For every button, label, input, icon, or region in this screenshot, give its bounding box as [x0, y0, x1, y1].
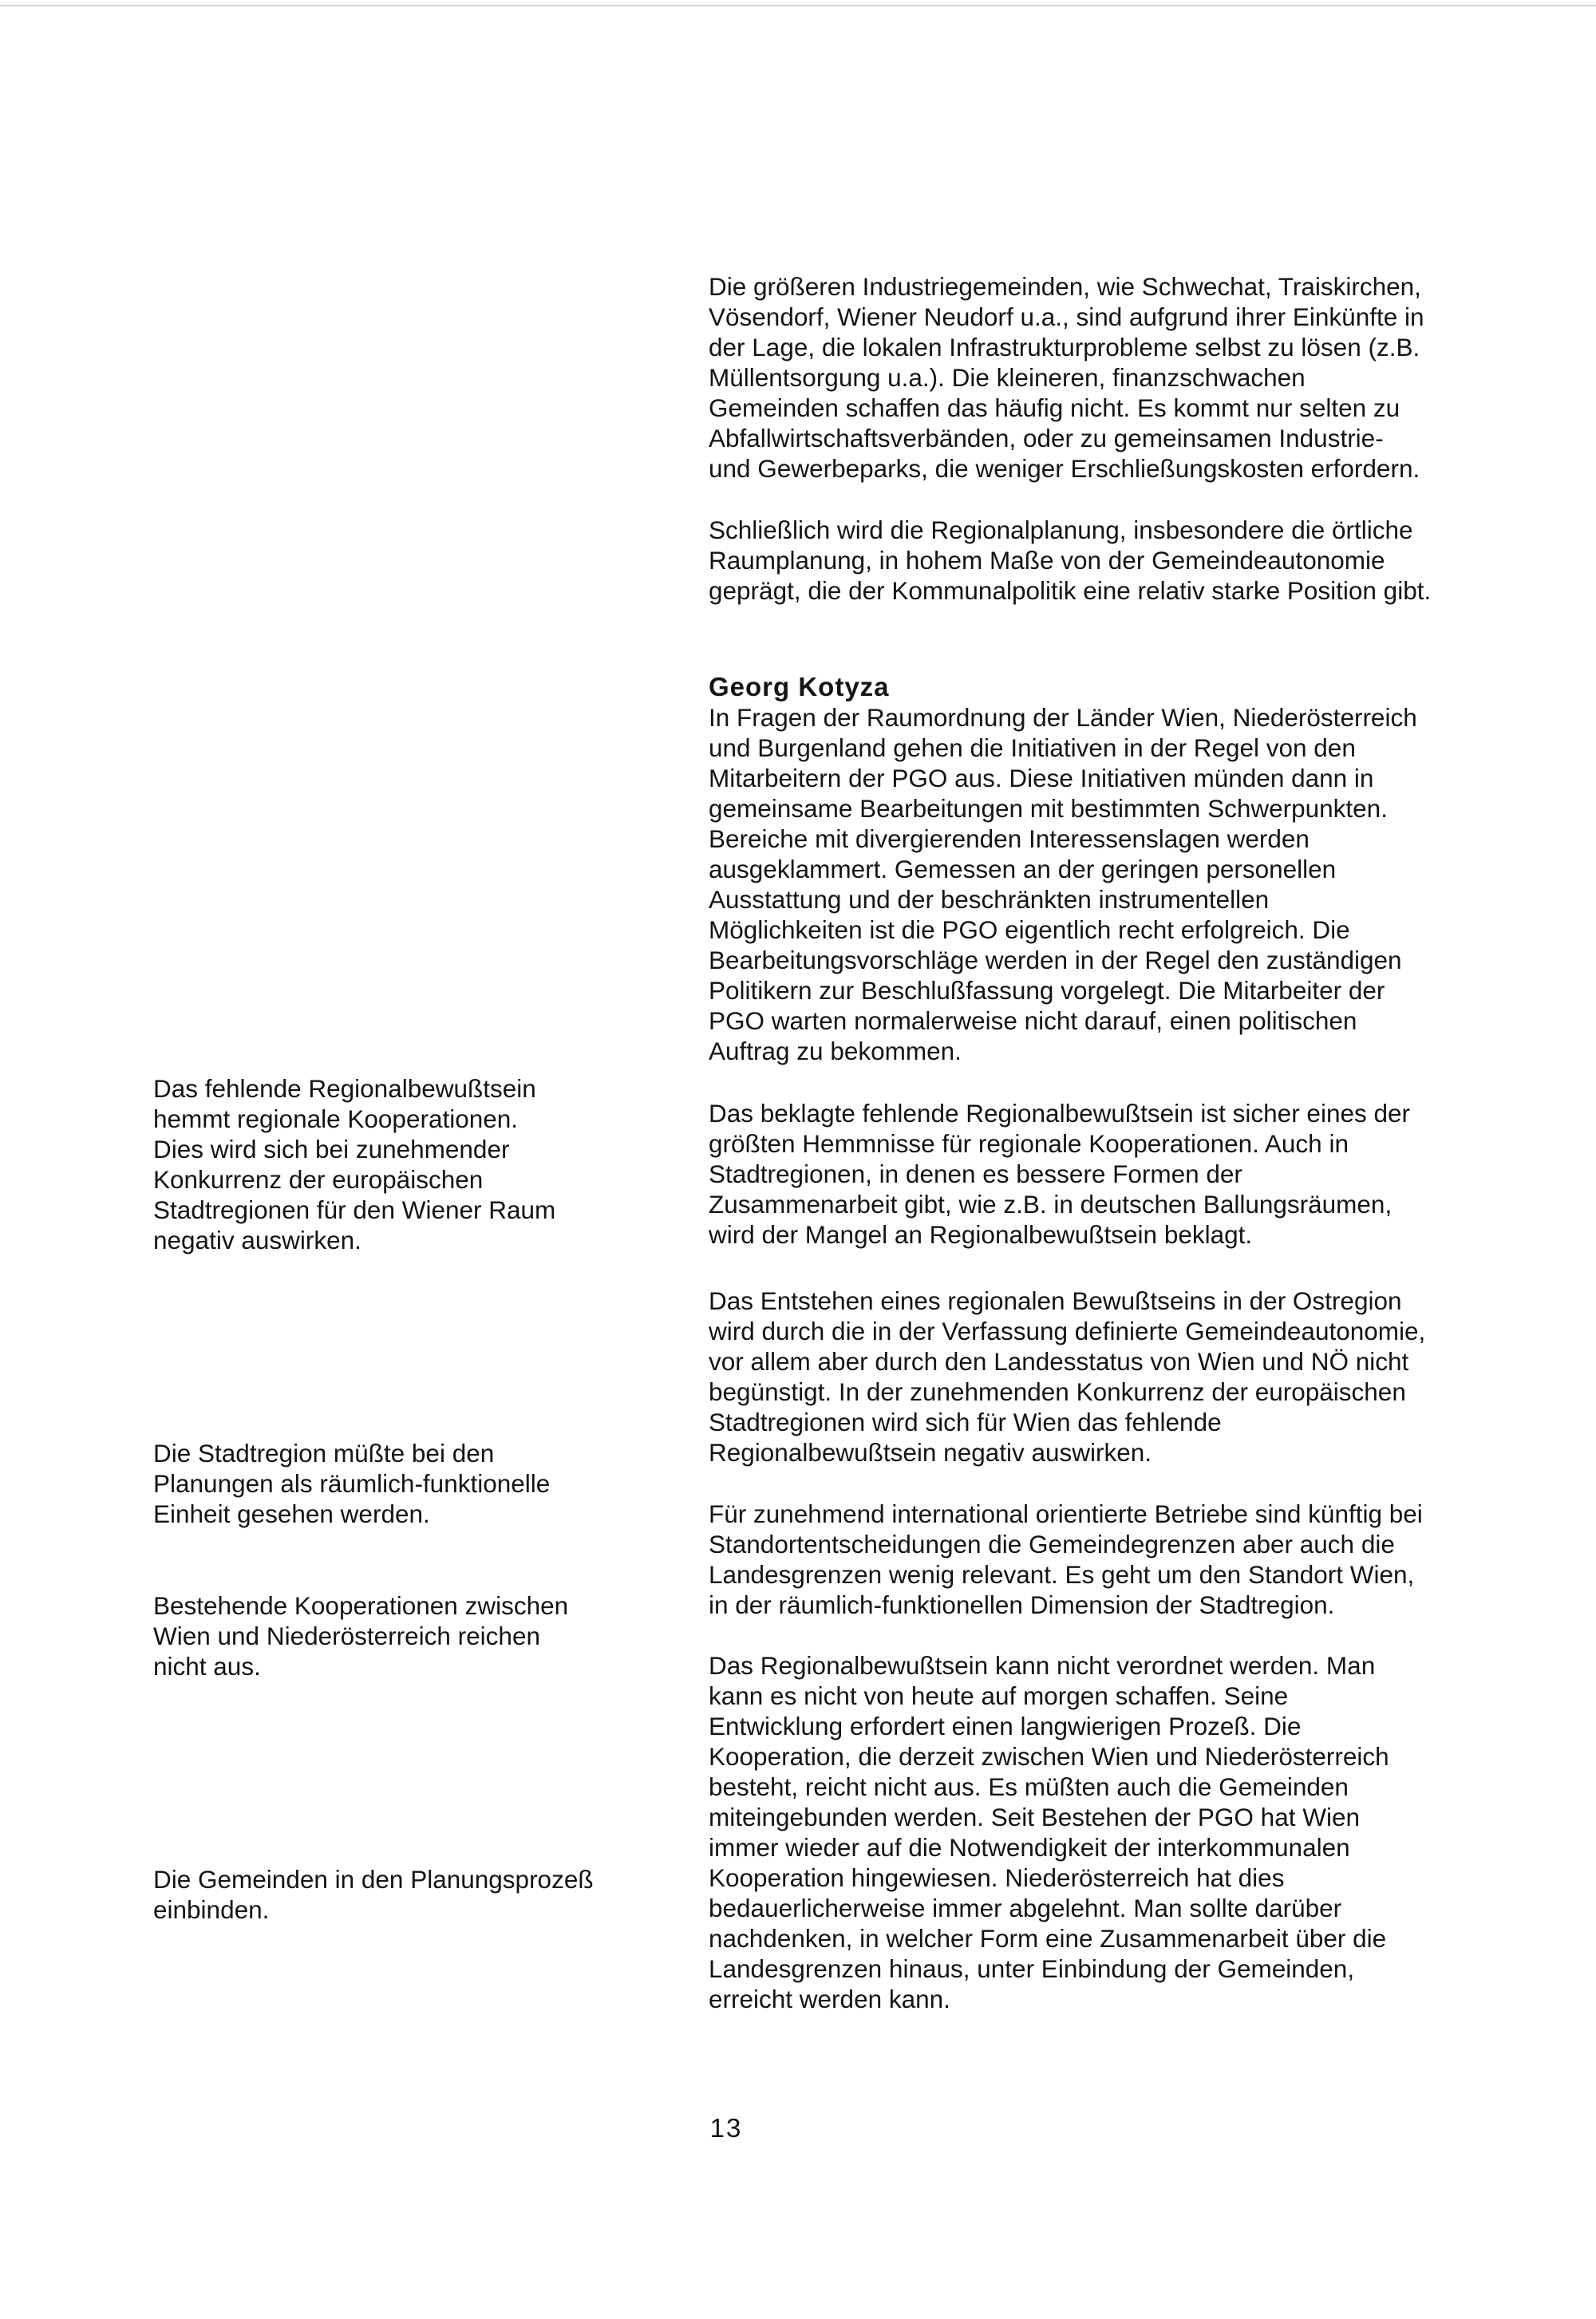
main-paragraph-3	[709, 1286, 1523, 1468]
paragraph-text: Für zunehmend international orientierte Betriebe sind künftig bei Standortentscheidungen die Gemeindegrenzen aber auch die Landesgrenzen wenig relevant. Es geht um den Standort Wien, in der räumlich-funktionellen Dimension der Stadtregion.	[709, 1499, 1423, 1619]
paragraph-text: Das Entstehen eines regionalen Bewußtseins in der Ostregion wird durch die in der Verfassung definierte Gemeindeautonomie, vor allem aber durch den Landesstatus von Wien und NÖ nicht begünstigt. In der zunehmenden Konkurrenz der europäischen Stadtregionen wird sich für Wien das fehlende Regionalbewußtsein negativ auswirken.	[709, 1286, 1426, 1467]
author-name: Georg Kotyza	[709, 672, 890, 701]
paragraph-text: Schließlich wird die Regionalplanung, insbesondere die örtliche Raumplanung, in hohem Maße von der Gemeindeautonomie geprägt, die der Kommunalpolitik eine relativ starke Position gibt.	[709, 516, 1432, 605]
paragraph-text: Die größeren Industriegemeinden, wie Schwechat, Traiskirchen, Vösendorf, Wiener Neudorf u.a., sind aufgrund ihrer Einkünfte in der Lage, die lokalen Infrastrukturprobleme selbst zu lösen (z.B. Müllentsorgung u.a.). Die kleineren, finanzschwachen Gemeinden schaffen das häufig nicht. Es kommt nur selten zu Abfallwirtschaftsverbänden, oder zu gemeinsamen Industrie- und Gewerbeparks, die weniger Erschließungskosten erfordern.	[709, 272, 1424, 483]
paragraph-text: In Fragen der Raumordnung der Länder Wien, Niederösterreich und Burgenland gehen die Initiativen in der Regel von den Mitarbeitern der PGO aus. Diese Initiativen münden dann in gemeinsame Bearbeitungen mit bestimmten Schwerpunkten. Bereiche mit divergierenden Interessenslagen werden ausgeklammert. Gemessen an der geringen personellen Ausstattung und der beschränkten instrumentellen Möglichkeiten ist die PGO eigentlich recht erfolgreich. Die Bearbeitungsvorschläge werden in der Regel den zuständigen Politikern zur Beschlußfassung vorgelegt. Die Mitarbeiter der PGO warten normalerweise nicht darauf, einen politischen Auftrag zu bekommen.	[709, 703, 1417, 1065]
margin-note-4	[153, 1864, 664, 1925]
main-paragraph-4	[709, 1499, 1523, 1620]
margin-note-1	[153, 1073, 664, 1255]
margin-note-text: Das fehlende Regionalbewußtsein hemmt regionale Kooperationen. Dies wird sich bei zunehmender Konkurrenz der europäischen Stadtregionen für den Wiener Raum negativ auswirken.	[153, 1074, 556, 1254]
main-paragraph-5	[709, 1650, 1523, 2014]
margin-note-text: Die Gemeinden in den Planungsprozeß einbinden.	[153, 1865, 594, 1924]
paragraph-text: Das Regionalbewußtsein kann nicht verordnet werden. Man kann es nicht von heute auf morgen schaffen. Seine Entwicklung erfordert einen langwierigen Prozeß. Die Kooperation, die derzeit zwischen Wien und Niederösterreich besteht, reicht nicht aus. Es müßten auch die Gemeinden miteingebunden werden. Seit Bestehen der PGO hat Wien immer wieder auf die Notwendigkeit der interkommunalen Kooperation hingewiesen. Niederösterreich hat dies bedauerlicherweise immer abgelehnt. Man sollte darüber nachdenken, in welcher Form eine Zusammenarbeit über die Landesgrenzen hinaus, unter Einbindung der Gemeinden, erreicht werden kann.	[709, 1651, 1389, 2013]
page-number: 13	[709, 2113, 743, 2143]
main-paragraph-2	[709, 1098, 1523, 1250]
margin-note-2	[153, 1438, 664, 1529]
author-section	[709, 672, 1523, 1066]
main-intro-paragraph-1	[709, 271, 1523, 484]
margin-note-3	[153, 1590, 664, 1681]
scan-edge-line	[0, 5, 1596, 6]
main-intro-paragraph-2	[709, 515, 1523, 606]
margin-note-text: Die Stadtregion müßte bei den Planungen als räumlich-funktionelle Einheit gesehen werden.	[153, 1439, 551, 1528]
paragraph-text: Das beklagte fehlende Regionalbewußtsein ist sicher eines der größten Hemmnisse für regionale Kooperationen. Auch in Stadtregionen, in denen es bessere Formen der Zusammenarbeit gibt, wie z.B. in deutschen Ballungsräumen, wird der Mangel an Regionalbewußtsein beklagt.	[709, 1099, 1411, 1249]
margin-note-text: Bestehende Kooperationen zwischen Wien und Niederösterreich reichen nicht aus.	[153, 1591, 569, 1681]
